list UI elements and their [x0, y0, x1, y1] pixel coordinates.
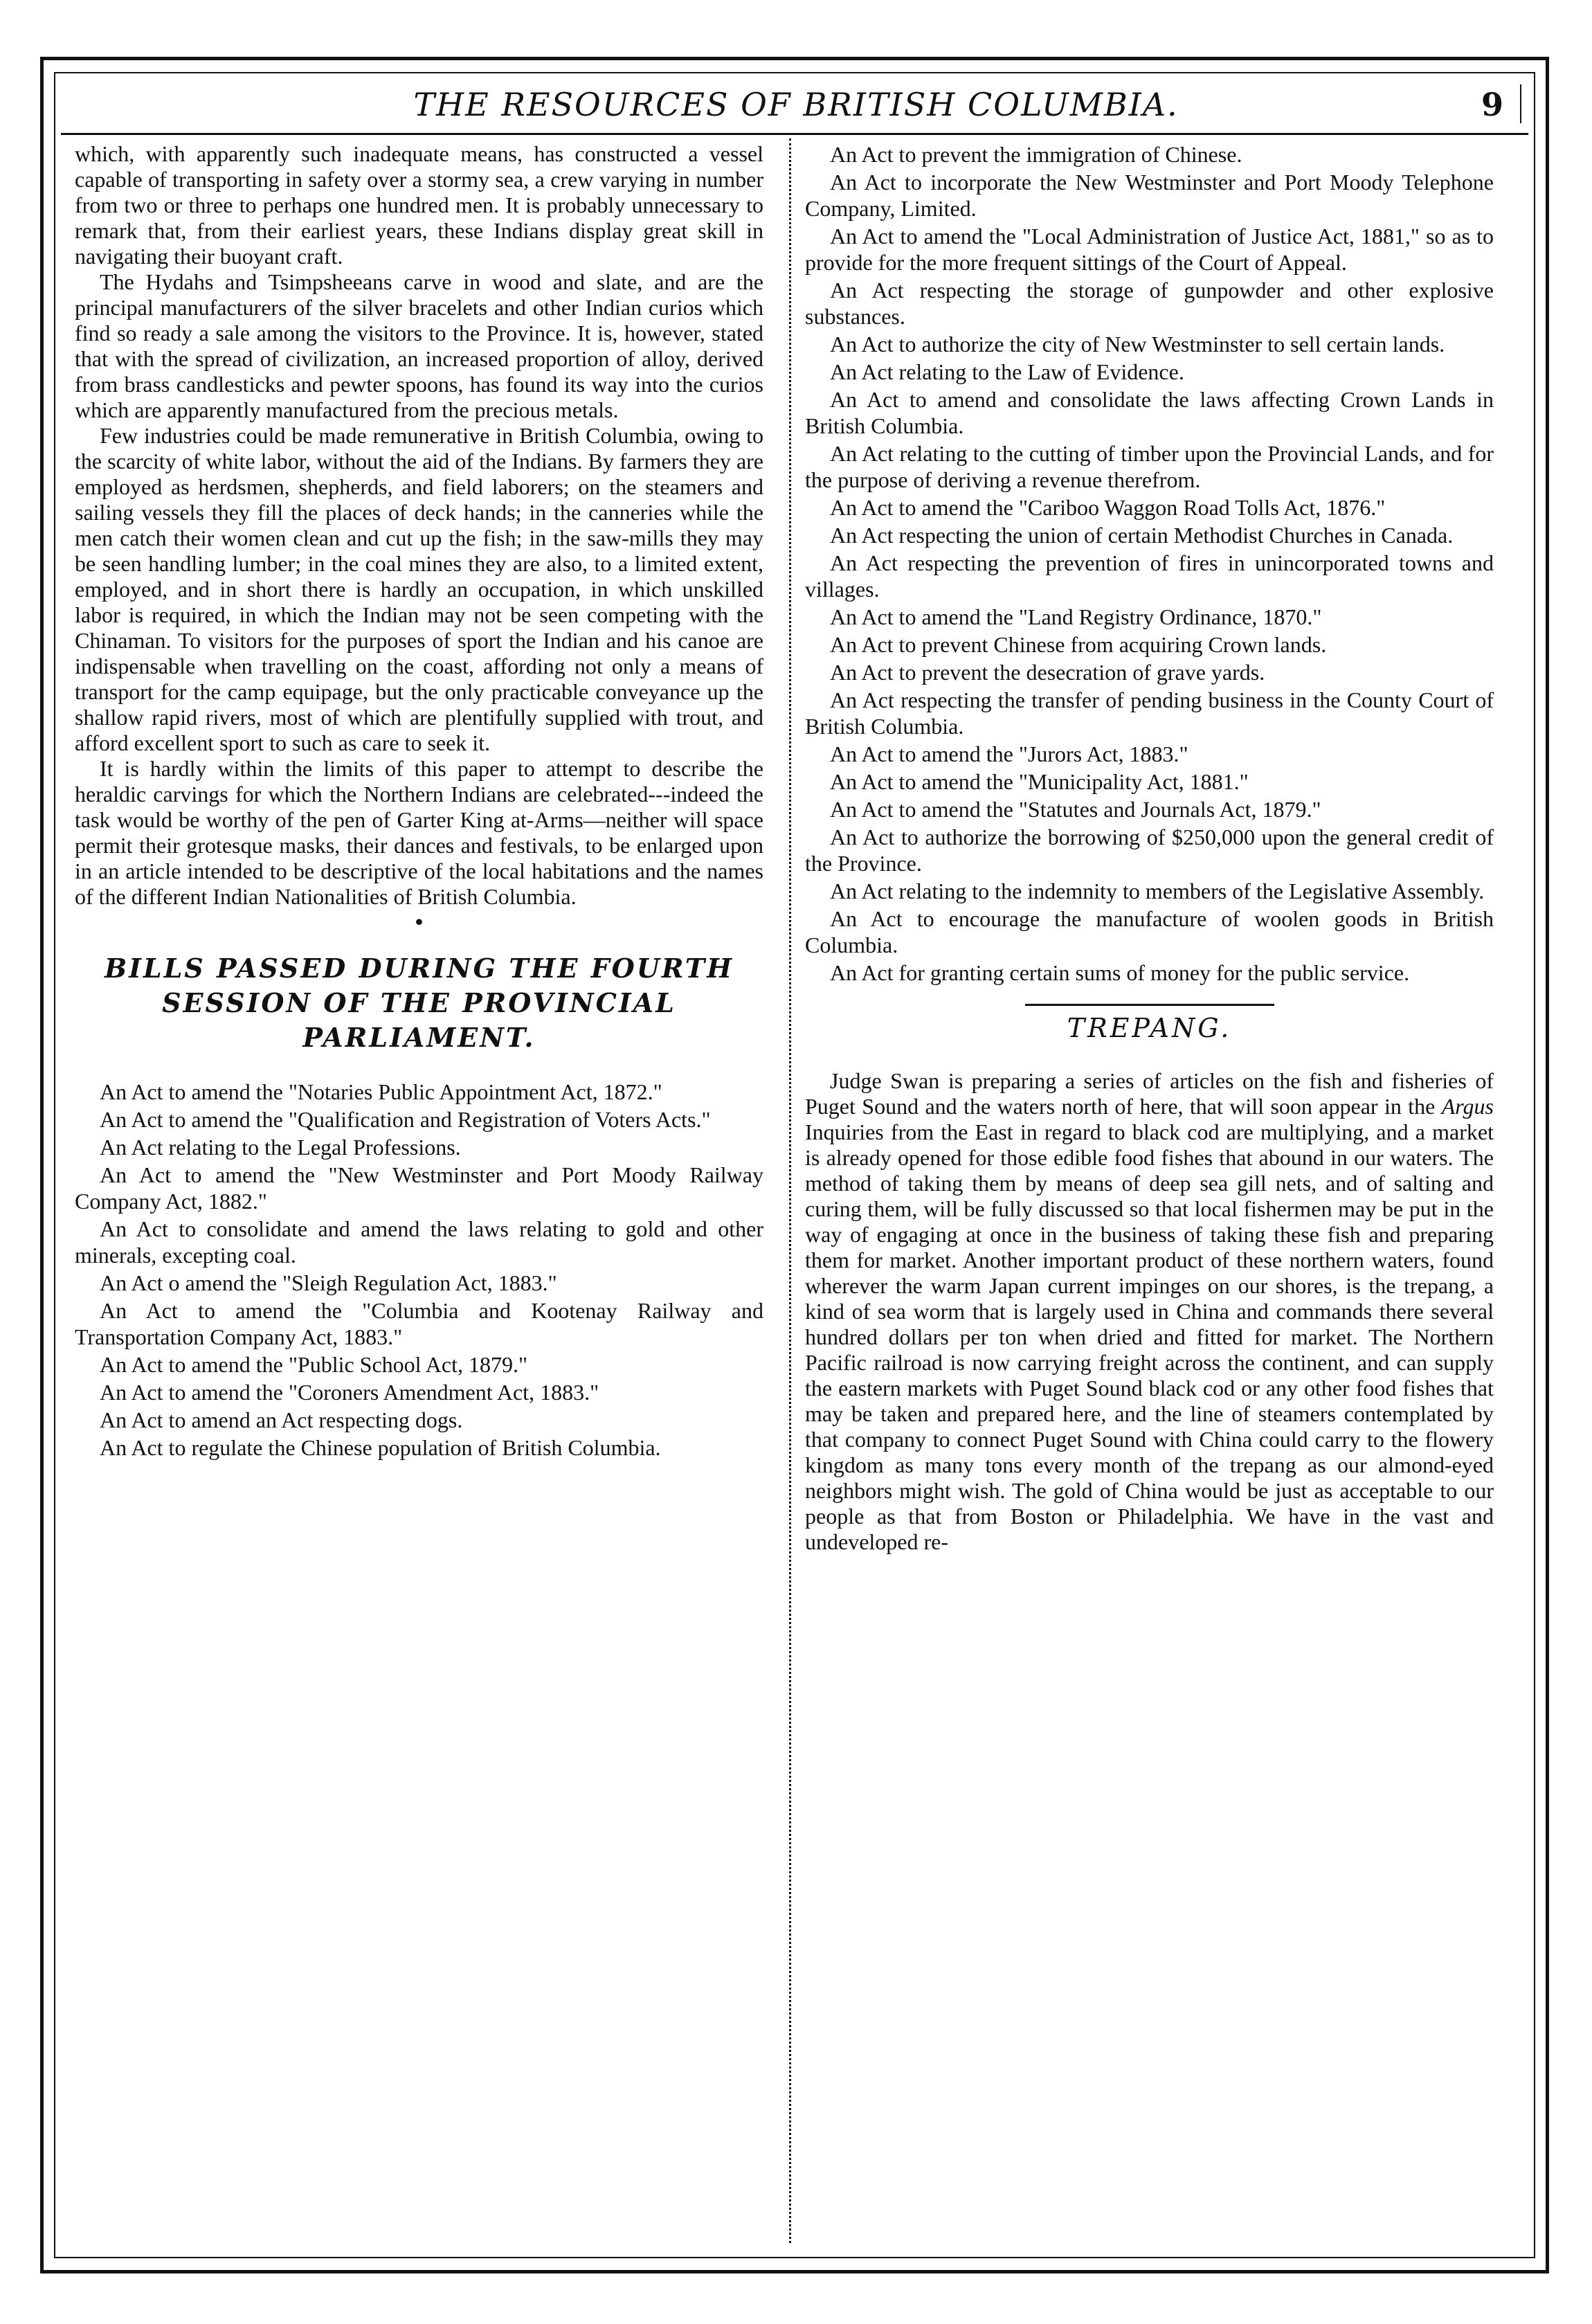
bill-item: An Act respecting the storage of gunpowder and other explosive substances.: [805, 278, 1494, 329]
newspaper-name: Argus: [1441, 1094, 1494, 1119]
bill-item: An Act to amend an Act respecting dogs.: [100, 1407, 463, 1432]
bill-item: An Act for granting certain sums of money for the public service.: [830, 960, 1410, 985]
column-divider: [789, 138, 791, 2243]
bill-item: An Act relating to the cutting of timber upon the Provincial Lands, and for the purpose of deriving a revenue therefrom.: [805, 441, 1494, 492]
bill-item: An Act to encourage the manufacture of woolen goods in British Columbia.: [805, 906, 1494, 957]
bill-item: An Act to amend the "Columbia and Kootenay Railway and Transportation Company Act, 1883.": [75, 1298, 763, 1349]
page-number: 9: [1481, 86, 1503, 123]
bill-item: An Act relating to the Law of Evidence.: [830, 359, 1184, 384]
bill-item: An Act to amend the "Local Administration of Justice Act, 1881," so as to provide for the more frequent sittings of the Court of Appeal.: [805, 224, 1494, 275]
bill-item: An Act to amend the "Statutes and Journals Act, 1879.": [830, 797, 1321, 822]
bill-item: An Act relating to the indemnity to members of the Legislative Assembly.: [830, 879, 1485, 903]
section-rule: [1025, 1004, 1274, 1006]
section-separator: •: [413, 911, 426, 935]
bill-item: An Act to authorize the borrowing of $250,000 upon the general credit of the Province.: [805, 825, 1494, 876]
trepang-text-start: Judge Swan is preparing a series of articles on the fish and fisheries of Puget Sound and the waters north of here, that will soon appear in the: [805, 1068, 1494, 1119]
bill-item: An Act to amend and consolidate the laws affecting Crown Lands in British Columbia.: [805, 387, 1494, 438]
bill-item: An Act to amend the "Jurors Act, 1883.": [830, 741, 1188, 766]
bill-item: An Act to amend the "Notaries Public Appointment Act, 1872.": [100, 1079, 662, 1104]
bill-item: An Act to amend the "Qualification and Registration of Voters Acts.": [100, 1107, 711, 1132]
bill-item: An Act respecting the transfer of pending business in the County Court of British Columbia.: [805, 687, 1494, 739]
bill-item: An Act relating to the Legal Professions.: [100, 1135, 461, 1160]
bill-item: An Act o amend the "Sleigh Regulation Act, 1883.": [100, 1270, 557, 1295]
bill-item: An Act to amend the "Public School Act, 1879.": [100, 1352, 528, 1377]
bill-item: An Act to prevent the immigration of Chinese.: [830, 142, 1242, 167]
bill-item: An Act to incorporate the New Westminster and Port Moody Telephone Company, Limited.: [805, 170, 1494, 221]
article-paragraph: It is hardly within the limits of this paper to attempt to describe the heraldic carvings for which the Northern Indians are celebrated---indeed the task would be worthy of the pen of Garter King at-Arms—neither will space permit their grotesque masks, their dances and festivals, to be enlarged upon in an article intended to be descriptive of the local habitations and the names of the different Indian Nationalities of British Columbia.: [75, 756, 763, 909]
bill-item: An Act to amend the "Coroners Amendment Act, 1883.": [100, 1380, 599, 1405]
article-paragraph: which, with apparently such inadequate means, has constructed a vessel capable of transporting in safety over a stormy sea, a crew varying in number from two or three to perhaps one hundred men. It is probably unnecessary to remark that, from their earliest years, these Indians display great skill in navigating their buoyant craft.: [75, 141, 763, 269]
bill-item: An Act respecting the prevention of fires in unincorporated towns and villages.: [805, 550, 1494, 602]
bill-item: An Act to prevent Chinese from acquiring Crown lands.: [830, 632, 1327, 657]
bill-item: An Act to amend the "Land Registry Ordinance, 1870.": [830, 604, 1322, 629]
trepang-article: [805, 1068, 1494, 1555]
header-rule: [61, 133, 1528, 135]
bill-item: An Act to amend the "Municipality Act, 1881.": [830, 769, 1249, 794]
trepang-heading: TREPANG.: [1067, 1013, 1232, 1043]
page-header-title: THE RESOURCES OF BRITISH COLUMBIA.: [413, 86, 1179, 123]
trepang-text-rest: Inquiries from the East in regard to black cod are multiplying, and a market is already opened for those edible food fishes that abound in our waters. The method of taking them by means of deep sea gill nets, and of salting and curing them, will be fully discussed so that local fishermen may be put in the way of engaging at once in the business of taking these fish and preparing them for market. Another important product of these northern waters, found wherever the warm Japan current impinges on our shores, is the trepang, a kind of sea worm that is largely used in China and commands there several hundred dollars per ton when dried and fitted for market. The Northern Pacific railroad is now carrying freight across the continent, and can supply the eastern markets with Puget Sound black cod or any other food fishes that may be taken and prepared here, and the line of steamers contemplated by that company to connect Puget Sound with China could carry to the flowery kingdom as many tons every month of the trepang as our almond-eyed neighbors might wish. The gold of China would be just as acceptable to our people as that from Boston or Philadelphia. We have in the vast and undeveloped re-: [805, 1119, 1494, 1554]
left-column: [75, 141, 763, 1462]
bill-item: An Act to consolidate and amend the laws relating to gold and other minerals, excepting coal.: [75, 1216, 763, 1268]
right-column: [805, 141, 1494, 1555]
page-number-divider: [1520, 84, 1521, 123]
article-paragraph: The Hydahs and Tsimpsheeans carve in wood and slate, and are the principal manufacturers of the silver bracelets and other Indian curios which find so ready a sale among the visitors to the Province. It is, however, stated that with the spread of civilization, an increased proportion of alloy, derived from brass candlesticks and pewter spoons, has found its way into the curios which are apparently manufactured from the precious metals.: [75, 269, 763, 422]
bill-item: An Act to amend the "Cariboo Waggon Road Tolls Act, 1876.": [830, 495, 1386, 520]
bill-item: An Act to authorize the city of New Westminster to sell certain lands.: [830, 332, 1445, 357]
article-paragraph: Few industries could be made remunerative in British Columbia, owing to the scarcity of white labor, without the aid of the Indians. By farmers they are employed as herdsmen, shepherds, and field laborers; on the steamers and sailing vessels they fill the places of deck hands; in the canneries while the men catch their women clean and cut up the fish; in the saw-mills they may be seen handling lumber; in the coal mines they are also, to a limited extent, employed, and in short there is hardly an occupation, in which unskilled labor is required, in which the Indian may not be seen competing with the Chinaman. To visitors for the purposes of sport the Indian and his canoe are indispensable when travelling on the coast, affording not only a means of transport for the camp equipage, but the only practicable conveyance up the shallow rapid rivers, most of which are plentifully supplied with trout, and afford excellent sport to such as care to seek it.: [75, 423, 763, 755]
bill-item: An Act respecting the union of certain Methodist Churches in Canada.: [830, 523, 1454, 548]
bill-item: An Act to prevent the desecration of grave yards.: [830, 660, 1265, 685]
bill-item: An Act to regulate the Chinese population of British Columbia.: [100, 1435, 661, 1460]
bills-heading: BILLS PASSED DURING THE FOURTH SESSION OF THE PROVINCIAL PARLIAMENT.: [104, 953, 734, 1053]
bill-item: An Act to amend the "New Westminster and Port Moody Railway Company Act, 1882.": [75, 1162, 763, 1214]
